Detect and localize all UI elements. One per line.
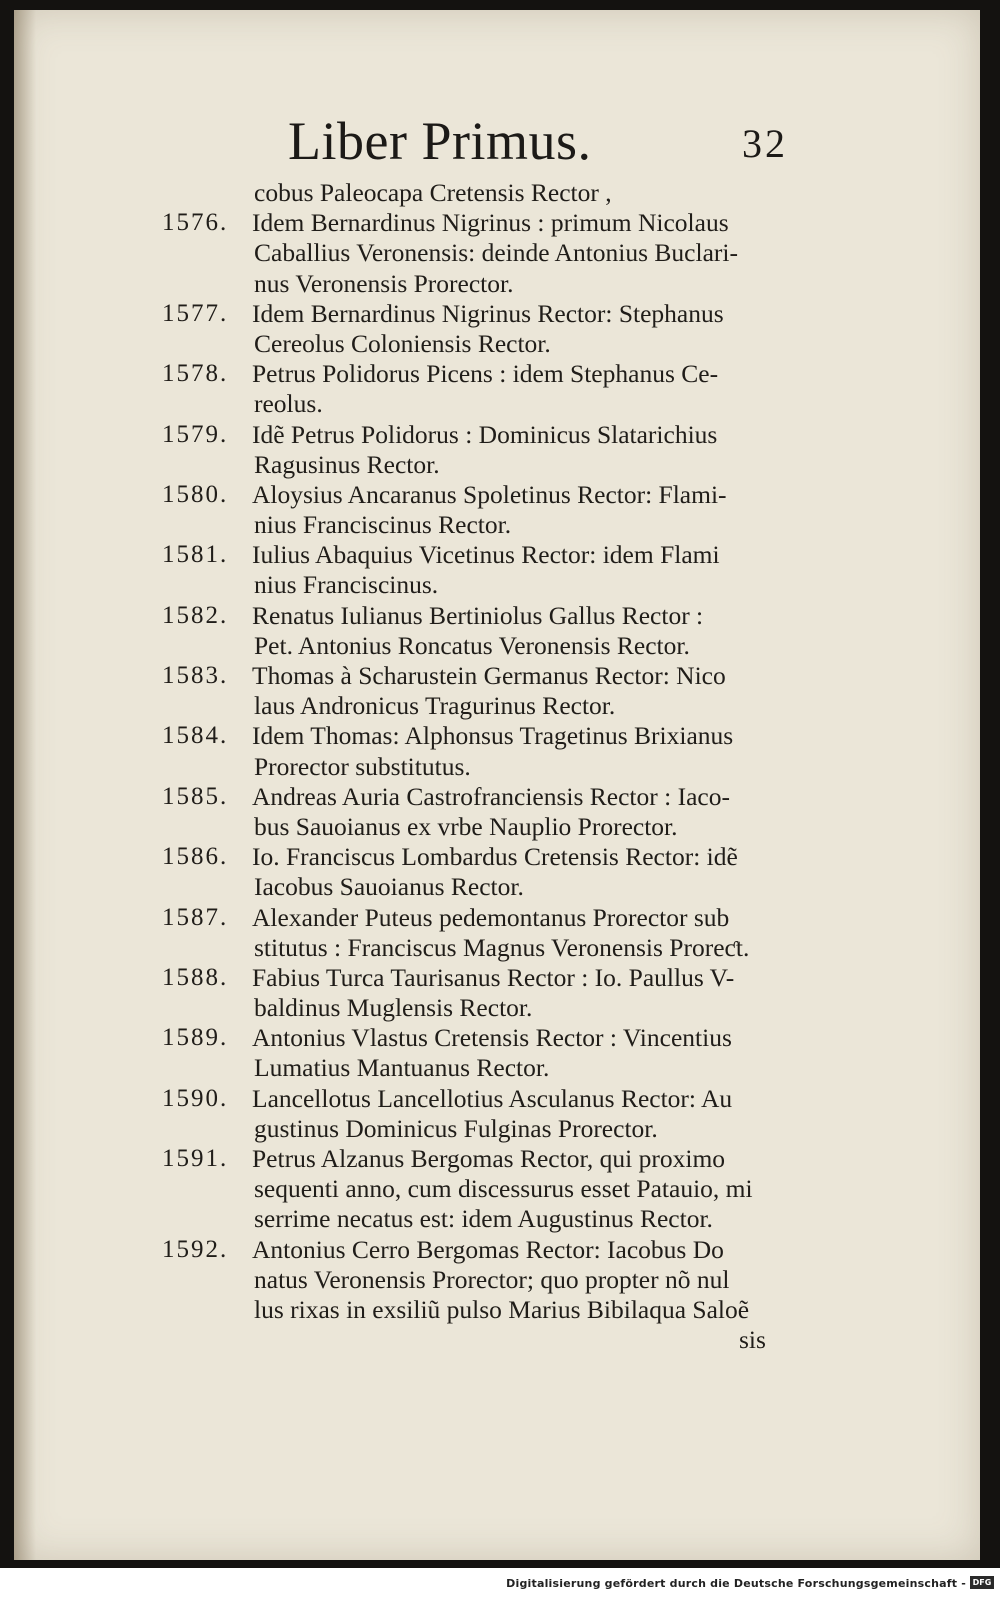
entry-text: Antonius Cerro Bergomas Rector: Iacobus Do <box>252 1234 724 1264</box>
entry-text: stitutus : Franciscus Magnus Veronensis Proreƈt. <box>254 932 750 962</box>
entry-text: baldinus Muglensis Rector. <box>254 993 533 1023</box>
entry-text: nus Veronensis Prorector. <box>254 268 514 298</box>
entry-year: 1584. <box>162 722 229 750</box>
entry-continuation-line <box>162 1174 842 1204</box>
entry-first-line <box>162 601 842 631</box>
entry-text: Idẽ Petrus Polidorus : Dominicus Slatarichius <box>252 419 718 449</box>
entry-continuation-line <box>162 691 842 721</box>
catchword-line <box>162 1325 842 1355</box>
entry-continuation-line <box>162 329 842 359</box>
entry-continuation-line <box>162 1114 842 1144</box>
entry-continuation-line <box>162 752 842 782</box>
entry-text: Cereolus Coloniensis Rector. <box>254 328 551 358</box>
entry-text: Alexander Puteus pedemontanus Prorector sub <box>252 902 730 932</box>
entry-first-line <box>162 420 842 450</box>
entry-continuation-line <box>162 872 842 902</box>
entry-first-line <box>162 359 842 389</box>
entry-year: 1585. <box>162 782 229 810</box>
entry-continuation-line <box>162 631 842 661</box>
entry-year: 1591. <box>162 1145 229 1172</box>
entry-continuation-line <box>162 993 842 1023</box>
entry-text: Idem Thomas: Alphonsus Tragetinus Brixianus <box>252 721 734 751</box>
entry-year: 1582. <box>162 601 229 629</box>
entry-text: cobus Paleocapa Cretensis Rector , <box>254 178 612 207</box>
entry-year: 1578. <box>162 360 229 388</box>
running-title: Liber Primus. <box>288 111 592 171</box>
entry-first-line <box>162 661 842 691</box>
entry-first-line <box>162 480 842 510</box>
entry-continuation-line <box>162 389 842 419</box>
entry-text: gustinus Dominicus Fulginas Prorector. <box>254 1113 658 1143</box>
running-head <box>14 110 980 180</box>
page-number: 32 <box>742 121 788 166</box>
entry-text: Prorector substitutus. <box>254 751 471 781</box>
entry-text: reolus. <box>254 389 323 419</box>
entry-text: Io. Franciscus Lombardus Cretensis Rector: idẽ <box>252 842 738 872</box>
entry-text: Andreas Auria Castrofranciensis Rector : Iaco- <box>252 781 730 811</box>
entry-text: Pet. Antonius Roncatus Veronensis Rector. <box>254 630 690 660</box>
entry-text: Thomas à Scharustein Germanus Rector: Nico <box>252 661 726 690</box>
entry-continuation-line <box>162 269 842 299</box>
entry-text: nius Franciscinus Rector. <box>254 510 512 540</box>
funding-credit: Digitalisierung gefördert durch die Deutsche Forschungsgemeinschaft - <box>506 1577 966 1590</box>
entry-first-line <box>162 1084 842 1114</box>
footer-bar <box>0 1568 1000 1598</box>
entry-first-line <box>162 1235 842 1265</box>
entry-year: 1592. <box>162 1235 229 1263</box>
entry-text: Ragusinus Rector. <box>254 449 440 479</box>
entry-continuation-line <box>162 812 842 842</box>
body-text <box>162 178 842 1355</box>
entry-year: 1580. <box>162 480 229 508</box>
entry-text: serrime necatus est: idem Augustinus Rector. <box>254 1204 713 1234</box>
entry-year: 1579. <box>162 420 229 448</box>
entry-first-line <box>162 540 842 570</box>
entry-text: nius Franciscinus. <box>254 570 439 600</box>
entry-text: bus Sauoianus ex vrbe Nauplio Prorector. <box>254 811 678 841</box>
entry-text: lus rixas in exsiliũ pulso Marius Bibilaqua Saloẽ <box>254 1294 750 1324</box>
entry-year: 1576. <box>162 209 229 237</box>
entry-text: Iacobus Sauoianus Rector. <box>254 872 524 902</box>
entry-text: natus Veronensis Prorector; quo propter nõ nul <box>254 1264 730 1294</box>
entry-year: 1590. <box>162 1084 229 1112</box>
entry-year: 1588. <box>162 963 229 991</box>
entry-continuation-line <box>162 450 842 480</box>
entry-year: 1577. <box>162 299 229 327</box>
entry-text: Antonius Vlastus Cretensis Rector : Vincentius <box>252 1023 732 1053</box>
entry-year: 1587. <box>162 903 229 931</box>
entry-first-line <box>162 903 842 933</box>
entry-text: Idem Bernardinus Nigrinus Rector: Stephanus <box>252 298 724 328</box>
entry-text: Lancellotus Lancellotius Asculanus Rector: Au <box>252 1083 733 1113</box>
entry-continuation-line <box>162 1265 842 1295</box>
book-page <box>14 10 980 1560</box>
entry-text: Petrus Alzanus Bergomas Rector, qui proximo <box>252 1144 726 1173</box>
entry-text: Iulius Abaquius Vicetinus Rector: idem Flami <box>252 540 720 570</box>
entry-first-line <box>162 1144 842 1174</box>
entry-continuation-line <box>162 1204 842 1234</box>
entry-text: Caballius Veronensis: deinde Antonius Buclari- <box>254 238 738 268</box>
entry-year: 1589. <box>162 1024 229 1052</box>
entry-year: 1586. <box>162 843 229 871</box>
entry-first-line <box>162 178 842 208</box>
catchword: sis <box>739 1325 766 1355</box>
entry-continuation-line <box>162 1053 842 1083</box>
entry-text: Lumatius Mantuanus Rector. <box>254 1053 550 1083</box>
entry-first-line <box>162 1023 842 1053</box>
entry-text: laus Andronicus Tragurinus Rector. <box>254 691 616 721</box>
entry-first-line <box>162 842 842 872</box>
entry-first-line <box>162 963 842 993</box>
entry-first-line <box>162 721 842 751</box>
entry-continuation-line <box>162 238 842 268</box>
entry-continuation-line <box>162 510 842 540</box>
spine-shadow <box>14 10 36 1560</box>
entry-first-line <box>162 782 842 812</box>
entry-text: Idem Bernardinus Nigrinus : primum Nicolaus <box>252 208 729 238</box>
entry-text: Renatus Iulianus Bertiniolus Gallus Rector : <box>252 600 704 630</box>
entry-first-line <box>162 208 842 238</box>
entry-text: Petrus Polidorus Picens : idem Stephanus Ce- <box>252 359 719 389</box>
entry-continuation-line <box>162 1295 842 1325</box>
entry-first-line <box>162 299 842 329</box>
entry-text: Fabius Turca Taurisanus Rector : Io. Paullus V- <box>252 962 735 992</box>
dfg-logo-icon: DFG <box>970 1576 994 1589</box>
entry-text: Aloysius Ancaranus Spoletinus Rector: Flami- <box>252 479 727 509</box>
entry-year: 1581. <box>162 541 229 569</box>
entry-year: 1583. <box>162 662 229 689</box>
entry-continuation-line <box>162 570 842 600</box>
entry-text: sequenti anno, cum discessurus esset Patauio, mi <box>254 1174 753 1204</box>
entry-continuation-line <box>162 933 842 963</box>
